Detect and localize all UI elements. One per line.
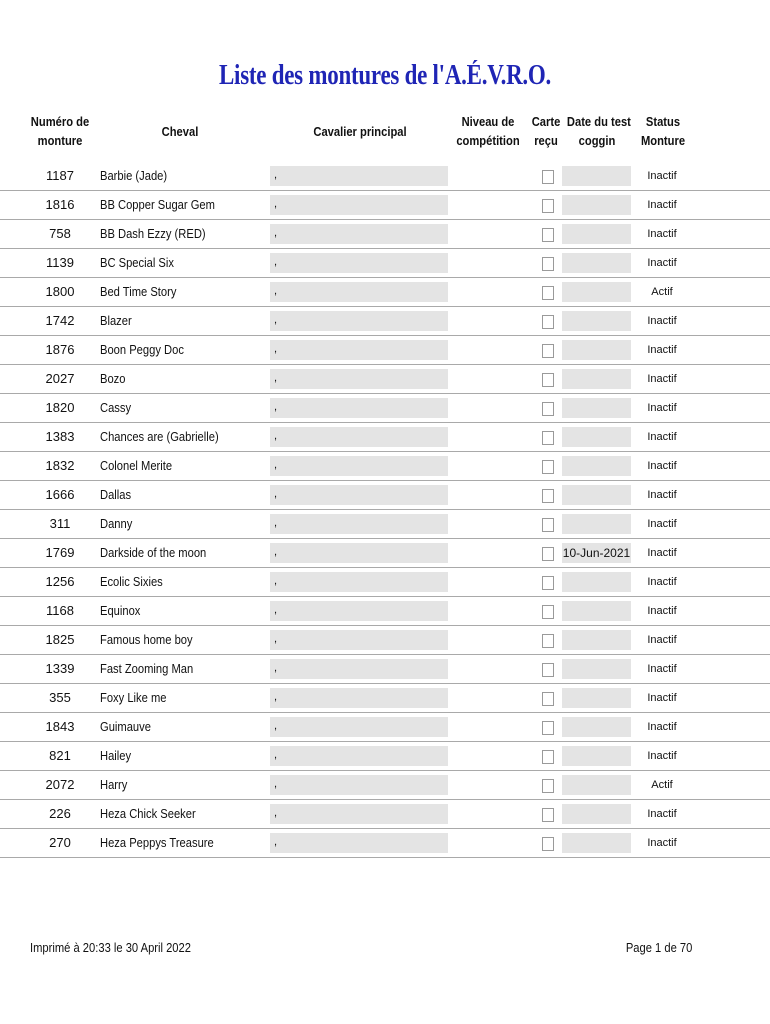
rider-value: , xyxy=(274,488,278,500)
horse-name: Bozo xyxy=(100,371,126,386)
horse-number: 1742 xyxy=(45,313,75,328)
card-received-checkbox[interactable] xyxy=(542,489,554,503)
rider-field[interactable] xyxy=(270,282,448,302)
horse-table xyxy=(0,162,770,858)
competition-level-field[interactable] xyxy=(450,166,530,186)
horse-name: Heza Chick Seeker xyxy=(100,806,196,821)
table-row xyxy=(0,510,770,539)
rider-field[interactable] xyxy=(270,601,448,621)
card-received-checkbox[interactable] xyxy=(542,547,554,561)
horse-number: 311 xyxy=(49,516,71,531)
horse-number: 1187 xyxy=(46,168,74,183)
competition-level-field[interactable] xyxy=(450,427,530,447)
rider-value: , xyxy=(274,227,278,239)
competition-level-field[interactable] xyxy=(450,195,530,215)
rider-field[interactable] xyxy=(270,717,448,737)
header-numero xyxy=(26,112,95,150)
rider-value: , xyxy=(274,691,278,703)
table-row xyxy=(0,365,770,394)
header-numero-line2: monture xyxy=(37,133,83,148)
rider-field[interactable] xyxy=(270,166,448,186)
rider-field[interactable] xyxy=(270,775,448,795)
card-received-checkbox[interactable] xyxy=(542,518,554,532)
horse-number: 1168 xyxy=(46,603,74,618)
rider-value: , xyxy=(274,169,278,181)
horse-number: 226 xyxy=(49,806,71,821)
rider-value: , xyxy=(274,517,278,529)
header-carte xyxy=(531,112,562,150)
rider-field[interactable] xyxy=(270,630,448,650)
card-received-checkbox[interactable] xyxy=(542,750,554,764)
competition-level-field[interactable] xyxy=(450,804,530,824)
coggin-date-field[interactable] xyxy=(562,282,631,302)
rider-field[interactable] xyxy=(270,746,448,766)
status-value: Inactif xyxy=(633,398,691,418)
competition-level-field[interactable] xyxy=(450,775,530,795)
coggin-date-field[interactable] xyxy=(562,804,631,824)
horse-name: Darkside of the moon xyxy=(100,545,207,560)
card-received-checkbox[interactable] xyxy=(542,286,554,300)
table-row xyxy=(0,162,770,191)
coggin-date-field[interactable] xyxy=(562,630,631,650)
rider-field[interactable] xyxy=(270,485,448,505)
header-cavalier xyxy=(300,122,420,141)
table-row xyxy=(0,278,770,307)
rider-value: , xyxy=(274,314,278,326)
card-received-checkbox[interactable] xyxy=(542,402,554,416)
card-received-checkbox[interactable] xyxy=(542,315,554,329)
horse-name: Ecolic Sixies xyxy=(100,574,163,589)
horse-number: 1832 xyxy=(45,458,75,473)
rider-value: , xyxy=(274,256,278,268)
table-row xyxy=(0,423,770,452)
rider-value: , xyxy=(274,546,278,558)
card-received-checkbox[interactable] xyxy=(542,199,554,213)
competition-level-field[interactable] xyxy=(450,688,530,708)
rider-value: , xyxy=(274,807,278,819)
coggin-date-field[interactable] xyxy=(562,659,631,679)
table-row xyxy=(0,481,770,510)
horse-number: 355 xyxy=(49,690,71,705)
coggin-date-field[interactable]: 10-Jun-2021 xyxy=(562,543,631,563)
rider-field[interactable] xyxy=(270,224,448,244)
competition-level-field[interactable] xyxy=(450,833,530,853)
header-numero-line1: Numéro de xyxy=(30,114,90,129)
card-received-checkbox[interactable] xyxy=(542,663,554,677)
rider-value: , xyxy=(274,459,278,471)
competition-level-field[interactable] xyxy=(450,717,530,737)
horse-name: Barbie (Jade) xyxy=(100,168,168,183)
status-value: Inactif xyxy=(633,485,691,505)
status-value: Inactif xyxy=(633,659,691,679)
rider-field[interactable] xyxy=(270,514,448,534)
horse-name: Fast Zooming Man xyxy=(100,661,194,676)
status-value: Actif xyxy=(633,775,691,795)
horse-name: BB Dash Ezzy (RED) xyxy=(100,226,206,241)
competition-level-field[interactable] xyxy=(450,659,530,679)
rider-field[interactable] xyxy=(270,659,448,679)
rider-value: , xyxy=(274,778,278,790)
horse-number: 1800 xyxy=(45,284,75,299)
horse-name: Bed Time Story xyxy=(100,284,177,299)
table-row xyxy=(0,713,770,742)
rider-field[interactable] xyxy=(270,427,448,447)
horse-number: 1820 xyxy=(45,400,75,415)
horse-name: Famous home boy xyxy=(100,632,193,647)
coggin-date-field[interactable] xyxy=(562,485,631,505)
header-cheval xyxy=(146,122,215,141)
status-value: Inactif xyxy=(633,166,691,186)
status-value: Inactif xyxy=(633,195,691,215)
table-row xyxy=(0,684,770,713)
table-row xyxy=(0,597,770,626)
horse-name: Heza Peppys Treasure xyxy=(100,835,214,850)
horse-number: 1843 xyxy=(45,719,75,734)
coggin-date-field[interactable] xyxy=(562,688,631,708)
competition-level-field[interactable] xyxy=(450,369,530,389)
competition-level-field[interactable] xyxy=(450,485,530,505)
competition-level-field[interactable] xyxy=(450,398,530,418)
table-row xyxy=(0,800,770,829)
card-received-checkbox[interactable] xyxy=(542,721,554,735)
card-received-checkbox[interactable] xyxy=(542,576,554,590)
coggin-date-field[interactable] xyxy=(562,398,631,418)
rider-value: , xyxy=(274,372,278,384)
horse-name: Harry xyxy=(100,777,128,792)
horse-name: BB Copper Sugar Gem xyxy=(100,197,215,212)
status-value: Inactif xyxy=(633,833,691,853)
table-row xyxy=(0,336,770,365)
status-value: Inactif xyxy=(633,746,691,766)
table-row xyxy=(0,249,770,278)
horse-name: Cassy xyxy=(100,400,132,415)
card-received-checkbox[interactable] xyxy=(542,605,554,619)
rider-field[interactable] xyxy=(270,688,448,708)
horse-name: Danny xyxy=(100,516,133,531)
coggin-date-field[interactable] xyxy=(562,746,631,766)
header-status xyxy=(637,112,689,150)
horse-number: 1256 xyxy=(45,574,75,589)
rider-value: , xyxy=(274,575,278,587)
header-date xyxy=(566,112,631,150)
card-received-checkbox[interactable] xyxy=(542,373,554,387)
rider-field[interactable] xyxy=(270,311,448,331)
coggin-date-field[interactable] xyxy=(562,456,631,476)
table-row xyxy=(0,568,770,597)
table-row xyxy=(0,307,770,336)
horse-name: Guimauve xyxy=(100,719,151,734)
rider-field[interactable] xyxy=(270,833,448,853)
rider-value: , xyxy=(274,430,278,442)
card-received-checkbox[interactable] xyxy=(542,344,554,358)
competition-level-field[interactable] xyxy=(450,253,530,273)
status-value: Inactif xyxy=(633,427,691,447)
header-niveau xyxy=(454,112,523,150)
card-received-checkbox[interactable] xyxy=(542,228,554,242)
competition-level-field[interactable] xyxy=(450,746,530,766)
table-row xyxy=(0,220,770,249)
coggin-date-field[interactable] xyxy=(562,514,631,534)
table-row xyxy=(0,452,770,481)
rider-value: , xyxy=(274,343,278,355)
coggin-date-field[interactable] xyxy=(562,833,631,853)
status-value: Inactif xyxy=(633,311,691,331)
coggin-date-field[interactable] xyxy=(562,369,631,389)
horse-number: 1139 xyxy=(46,255,74,270)
coggin-date-field[interactable] xyxy=(562,775,631,795)
header-cavalier-label: Cavalier principal xyxy=(313,124,407,139)
card-received-checkbox[interactable] xyxy=(542,634,554,648)
status-value: Inactif xyxy=(633,224,691,244)
rider-value: , xyxy=(274,633,278,645)
coggin-date-field[interactable] xyxy=(562,253,631,273)
header-date-line1: Date du test xyxy=(566,114,631,129)
coggin-date-field[interactable] xyxy=(562,717,631,737)
competition-level-field[interactable] xyxy=(450,282,530,302)
rider-field[interactable] xyxy=(270,340,448,360)
competition-level-field[interactable] xyxy=(450,601,530,621)
rider-field[interactable] xyxy=(270,804,448,824)
table-row xyxy=(0,771,770,800)
horse-name: Dallas xyxy=(100,487,132,502)
header-niveau-line2: compétition xyxy=(456,133,520,148)
horse-number: 1769 xyxy=(45,545,75,560)
horse-number: 2027 xyxy=(45,371,75,386)
status-value: Inactif xyxy=(633,340,691,360)
rider-value: , xyxy=(274,198,278,210)
status-value: Actif xyxy=(633,282,691,302)
card-received-checkbox[interactable] xyxy=(542,692,554,706)
status-value: Inactif xyxy=(633,572,691,592)
card-received-checkbox[interactable] xyxy=(542,431,554,445)
rider-field[interactable] xyxy=(270,572,448,592)
header-status-line1: Status xyxy=(645,114,681,129)
card-received-checkbox[interactable] xyxy=(542,170,554,184)
card-received-checkbox[interactable] xyxy=(542,257,554,271)
rider-field[interactable] xyxy=(270,369,448,389)
coggin-date-field[interactable] xyxy=(562,224,631,244)
status-value: Inactif xyxy=(633,543,691,563)
competition-level-field[interactable] xyxy=(450,572,530,592)
rider-value: , xyxy=(274,662,278,674)
header-date-line2: coggin xyxy=(578,133,616,148)
rider-field[interactable] xyxy=(270,398,448,418)
coggin-date-field[interactable] xyxy=(562,601,631,621)
competition-level-field[interactable] xyxy=(450,456,530,476)
coggin-date-field[interactable] xyxy=(562,572,631,592)
rider-value: , xyxy=(274,749,278,761)
status-value: Inactif xyxy=(633,630,691,650)
horse-name: Foxy Like me xyxy=(100,690,167,705)
coggin-date-field[interactable] xyxy=(562,195,631,215)
table-row xyxy=(0,394,770,423)
horse-name: BC Special Six xyxy=(100,255,174,270)
horse-name: Boon Peggy Doc xyxy=(100,342,184,357)
status-value: Inactif xyxy=(633,804,691,824)
horse-number: 1825 xyxy=(45,632,75,647)
header-carte-line1: Carte xyxy=(531,114,561,129)
coggin-date-field[interactable] xyxy=(562,166,631,186)
horse-number: 1339 xyxy=(45,661,75,676)
horse-name: Colonel Merite xyxy=(100,458,173,473)
rider-value: , xyxy=(274,604,278,616)
competition-level-field[interactable] xyxy=(450,514,530,534)
status-value: Inactif xyxy=(633,369,691,389)
horse-number: 1816 xyxy=(45,197,75,212)
card-received-checkbox[interactable] xyxy=(542,779,554,793)
competition-level-field[interactable] xyxy=(450,543,530,563)
table-row xyxy=(0,829,770,858)
footer-printed-date: Imprimé à 20:33 le 30 April 2022 xyxy=(30,940,191,955)
horse-name: Equinox xyxy=(100,603,141,618)
status-value: Inactif xyxy=(633,688,691,708)
horse-number: 270 xyxy=(49,835,71,850)
horse-number: 2072 xyxy=(45,777,75,792)
rider-value: , xyxy=(274,720,278,732)
competition-level-field[interactable] xyxy=(450,340,530,360)
header-cheval-label: Cheval xyxy=(161,124,199,139)
table-row xyxy=(0,655,770,684)
rider-value: , xyxy=(274,401,278,413)
card-received-checkbox[interactable] xyxy=(542,808,554,822)
horse-number: 1383 xyxy=(45,429,75,444)
header-status-line2: Monture xyxy=(640,133,686,148)
card-received-checkbox[interactable] xyxy=(542,837,554,851)
status-value: Inactif xyxy=(633,601,691,621)
horse-number: 1876 xyxy=(45,342,75,357)
header-niveau-line1: Niveau de xyxy=(461,114,515,129)
card-received-checkbox[interactable] xyxy=(542,460,554,474)
footer-page-number: Page 1 de 70 xyxy=(625,940,692,955)
competition-level-field[interactable] xyxy=(450,630,530,650)
table-row xyxy=(0,191,770,220)
page-title: Liste des montures de l'A.É.V.R.O. xyxy=(218,60,552,91)
rider-field[interactable] xyxy=(270,195,448,215)
status-value: Inactif xyxy=(633,253,691,273)
rider-value: , xyxy=(274,836,278,848)
coggin-date-field[interactable] xyxy=(562,311,631,331)
competition-level-field[interactable] xyxy=(450,311,530,331)
coggin-date-field[interactable] xyxy=(562,340,631,360)
header-carte-line2: reçu xyxy=(534,133,558,148)
status-value: Inactif xyxy=(633,514,691,534)
status-value: Inactif xyxy=(633,717,691,737)
horse-number: 758 xyxy=(49,226,71,241)
table-row xyxy=(0,742,770,771)
competition-level-field[interactable] xyxy=(450,224,530,244)
horse-name: Blazer xyxy=(100,313,132,328)
rider-value: , xyxy=(274,285,278,297)
status-value: Inactif xyxy=(633,456,691,476)
horse-name: Chances are (Gabrielle) xyxy=(100,429,219,444)
rider-field[interactable] xyxy=(270,456,448,476)
table-row xyxy=(0,539,770,568)
horse-name: Hailey xyxy=(100,748,132,763)
horse-number: 1666 xyxy=(45,487,75,502)
rider-field[interactable] xyxy=(270,253,448,273)
coggin-date-field[interactable] xyxy=(562,427,631,447)
rider-field[interactable] xyxy=(270,543,448,563)
table-row xyxy=(0,626,770,655)
horse-number: 821 xyxy=(49,748,71,763)
